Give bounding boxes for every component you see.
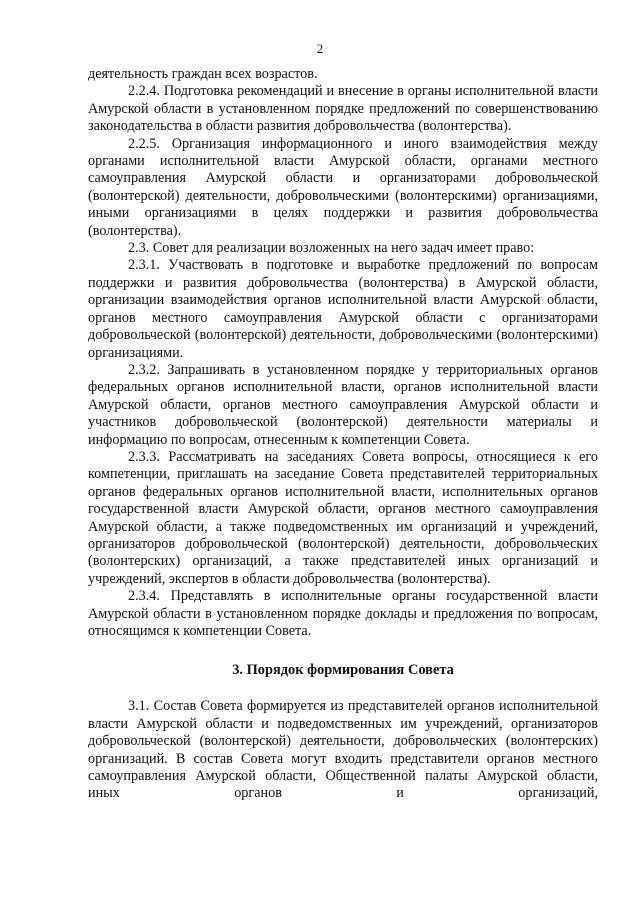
paragraph-2-3-3: 2.3.3. Рассматривать на заседаниях Совета вопросы, относящиеся к его компетенции, приглашать на заседание Совета представителей территориальных органов федеральных органов исполнительной власти, исполнительных органов государственной власти Амурской области, органов местного самоуправления Амурской области, а также подведомственных им организаций и учреждений, организаторов добровольческой (волонтерской) деятельности, добровольческих (волонтерских) организаций, а также представителей иных организаций и учреждений, экспертов в области добровольчества (волонтерства). [88, 448, 598, 587]
paragraph-2-3: 2.3. Совет для реализации возложенных на него задач имеет право: [128, 240, 535, 257]
paragraph-2-3-1: 2.3.1. Участвовать в подготовке и выработке предложений по вопросам поддержки и развития добровольчества (волонтерства) в Амурской области, организации взаимодействия органов исполнительной власти Амурской области, органов местного самоуправления Амурской области с организаторами добровольческой (волонтерской) деятельности, добровольческими (волонтерскими) организациями. [88, 257, 598, 361]
paragraph: деятельность граждан всех возрастов. [88, 66, 318, 82]
paragraph-2-2-5: 2.2.5. Организация информационного и иного взаимодействия между органами исполнительной власти Амурской области, органами местного самоуправления Амурской области и организаторами добровольческой (волонтерской) деятельности, добровольческими (волонтерскими) организациями, иными организациями в целях поддержки и развития добровольчества (волонтерства). [88, 135, 598, 239]
paragraph-2-3-4: 2.3.4. Представлять в исполнительные органы государственной власти Амурской области в установленном порядке доклады и предложения по вопросам, относящимся к компетенции Совета. [88, 588, 598, 639]
paragraph-2-2-4: 2.2.4. Подготовка рекомендаций и внесение в органы исполнительной власти Амурской области в установленном порядке предложений по совершенствованию законодательства в области развития добровольчества (волонтерства). [88, 83, 598, 135]
paragraph-3-1: 3.1. Состав Совета формируется из представителей органов исполнительной власти Амурской области и подведомственных им учреждений, организаторов добровольческой (волонтерской) деятельности, добровольческих (волонтерских) организаций. В состав Совета могут входить представители органов местного самоуправления Амурской области, Общественной палаты Амурской области, иных органов и организаций, [88, 698, 598, 802]
document-body [88, 66, 598, 803]
paragraph-2-3-2: 2.3.2. Запрашивать в установленном порядке у территориальных органов федеральных органов исполнительной власти, органов исполнительной власти Амурской области, органов местного самоуправления Амурской области и участников добровольческой (волонтерской) деятельности материалы и информацию по вопросам, отнесенным к компетенции Совета. [88, 361, 598, 448]
section-heading: 3. Порядок формирования Совета [232, 662, 454, 679]
page-number: 2 [316, 41, 324, 56]
